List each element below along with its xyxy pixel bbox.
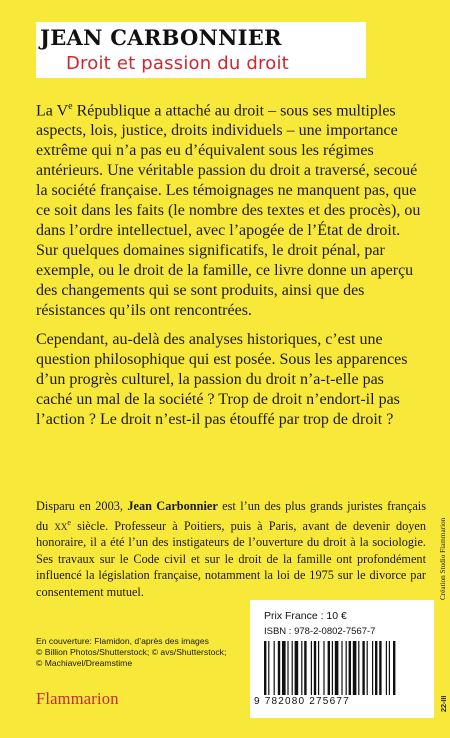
book-title: Droit et passion du droit [66, 53, 289, 74]
cover-credit: En couverture: Flamidon, d’après des images © Billion Photos/Shutterstock; © avs/Shutterstock; © Machiavel/Dreamstime [36, 636, 227, 669]
vertical-code: 22-III [439, 695, 448, 712]
bio-author-name: Jean Carbonnier [127, 499, 218, 513]
barcode-icon [264, 641, 420, 695]
author-bio: Disparu en 2003, Jean Carbonnier est l’un des plus grands juristes français du $xx^e$ siècle. Professeur à Poitiers, puis à Paris, avant de devenir doyen honoraire, il a été l’un des instigateurs de l’ouverture du droit à la sociologie. Ses travaux sur le Code civil et sur le droit de la famille ont profondément influencé la législation française, notamment la loi de 1975 sur le divorce par consentement mutuel. [36, 499, 426, 600]
blurb [36, 97, 424, 430]
vertical-credit: Création Studio Flammarion [439, 517, 447, 600]
blurb-paragraph-2: Cependant, au-delà des analyses historiques, c’est une question philosophique qui est posée. Sous les apparences d’un progrès culturel, la passion du droit n’a-t-elle pas caché un mal de la société ? Trop de droit n’endort-il pas l’action ? Le droit n’est-il pas étouffé par trop de droit ? [36, 331, 408, 429]
barcode-panel [250, 600, 434, 718]
isbn-label: ISBN : 978-2-0802-7567-7 [264, 626, 376, 637]
barcode-digits: 9 782080 275677 [254, 696, 350, 707]
price-label: Prix France : 10 € [264, 610, 347, 622]
publisher-logo: Flammarion [36, 689, 119, 708]
blurb-paragraph-1: La Ve République a attaché au droit – sous ses multiples aspects, lois, justice, droits individuels – une importance extrême qui n’a pas eu d’équivalent sous les régimes antérieurs. Une véritable passion du droit a traversé, secoué la société française. Les témoignages ne manquent pas, que ce soit dans les faits (le nombre des textes et des procès), ou dans l’ordre intellectuel, avec l’apogée de l’État de droit. Sur quelques domaines significatifs, le droit pénal, par exemple, ou le droit de la famille, ce livre donne un aperçu des changements qui se sont produits, ainsi que des résistances qu’ils ont rencontrées. [36, 101, 421, 320]
author-name: JEAN CARBONNIER [40, 25, 282, 50]
